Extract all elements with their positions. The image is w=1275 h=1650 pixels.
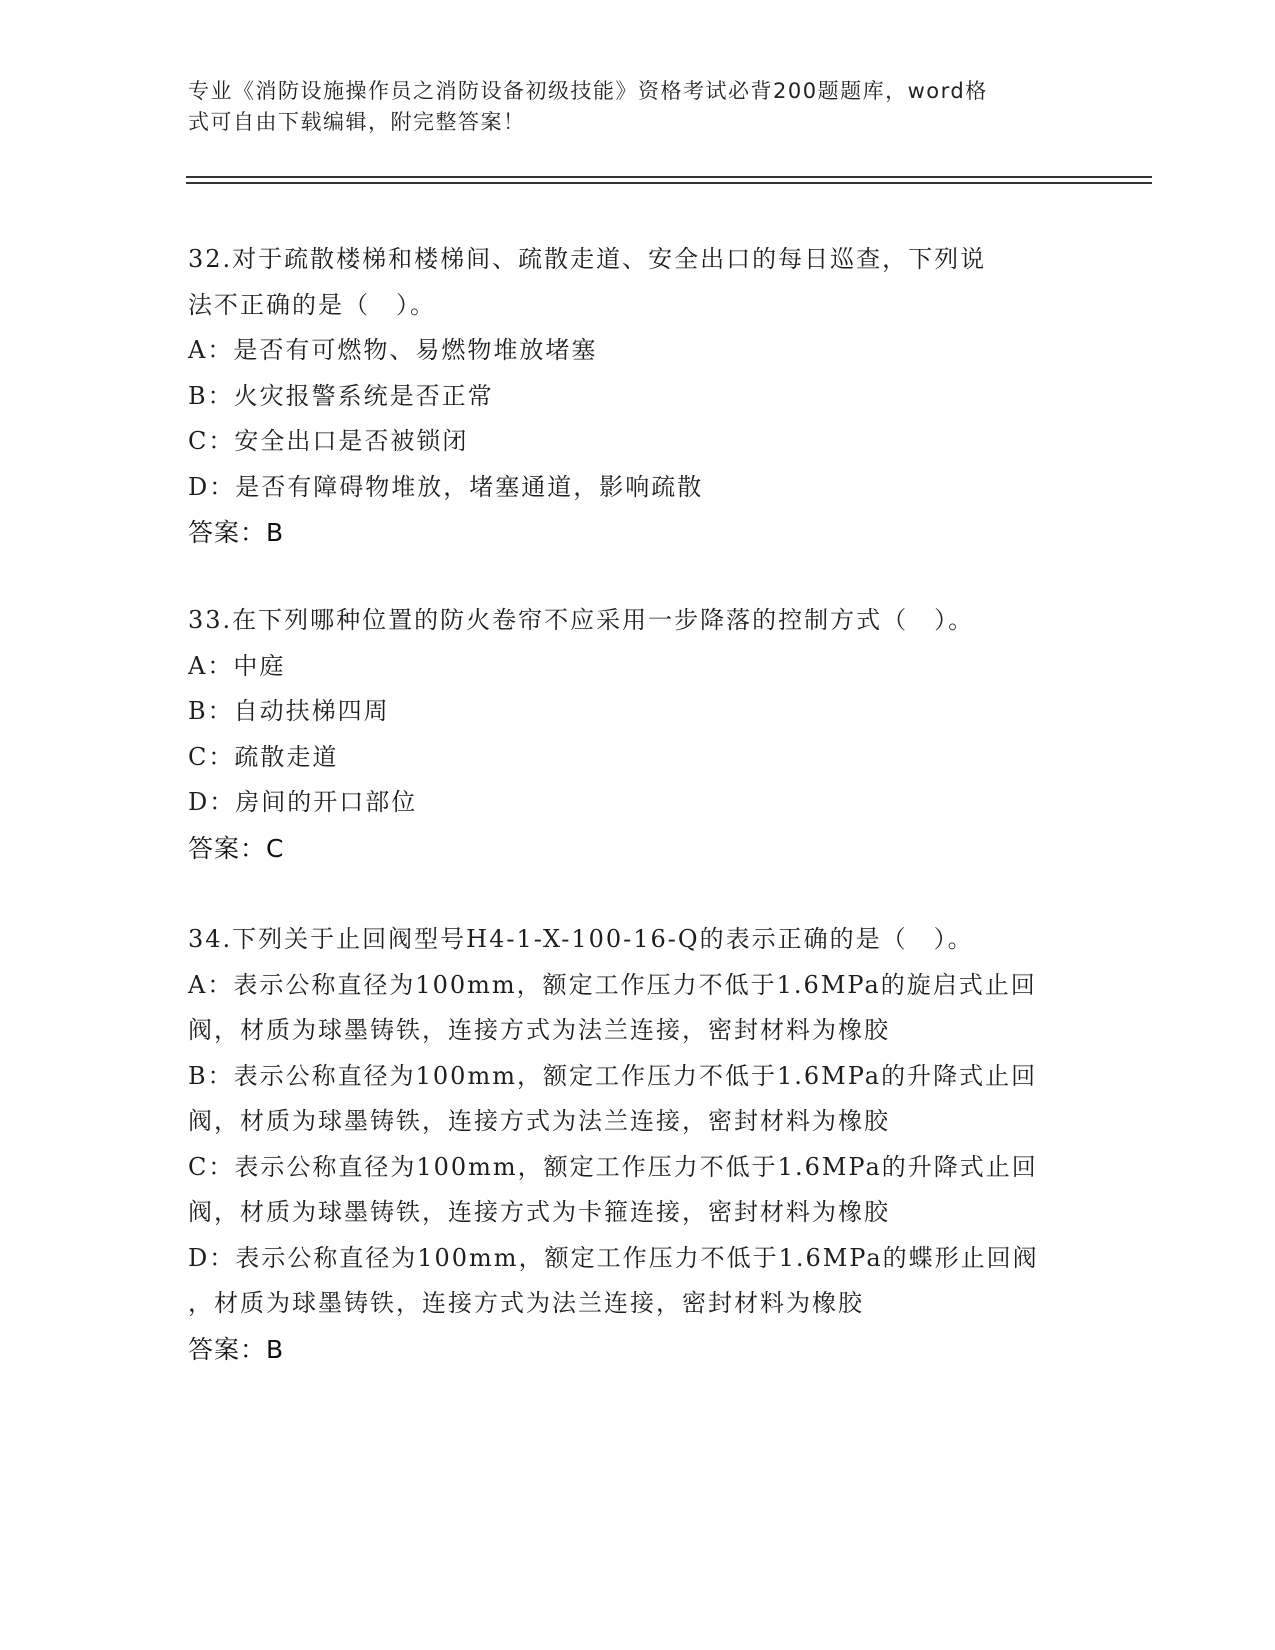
- option-b: B：自动扶梯四周: [188, 697, 390, 725]
- option-c-continued: 阀，材质为球墨铸铁，连接方式为卡箍连接，密封材料为橡胶: [188, 1198, 890, 1226]
- question-stem: 32.对于疏散楼梯和楼梯间、疏散走道、安全出口的每日巡查，下列说: [188, 245, 987, 273]
- header-divider: [186, 176, 1152, 178]
- option-c: C：疏散走道: [188, 742, 339, 771]
- option-a: A：表示公称直径为100mm，额定工作压力不低于1.6MPa的旋启式止回: [188, 970, 1037, 999]
- option-d: D：表示公称直径为100mm，额定工作压力不低于1.6MPa的蝶形止回阀: [188, 1243, 1039, 1272]
- option-c: C：表示公称直径为100mm，额定工作压力不低于1.6MPa的升降式止回: [188, 1152, 1038, 1181]
- document-header: [188, 76, 1068, 138]
- option-a: A：中庭: [188, 651, 286, 680]
- question-stem: 34.下列关于止回阀型号H4-1-X-100-16-Q的表示正确的是（ ）。: [188, 925, 974, 953]
- question-32: [188, 237, 1108, 556]
- answer: 答案：B: [188, 518, 285, 547]
- option-d: D：是否有障碍物堆放，堵塞通道，影响疏散: [188, 472, 704, 501]
- option-a-continued: 阀，材质为球墨铸铁，连接方式为法兰连接，密封材料为橡胶: [188, 1016, 890, 1044]
- option-b-continued: 阀，材质为球墨铸铁，连接方式为法兰连接，密封材料为橡胶: [188, 1107, 890, 1135]
- question-33: [188, 598, 1108, 871]
- question-stem: 法不正确的是（ ）。: [188, 290, 436, 319]
- option-b: B：表示公称直径为100mm，额定工作压力不低于1.6MPa的升降式止回: [188, 1061, 1038, 1090]
- option-d: D：房间的开口部位: [188, 788, 418, 816]
- option-c: C：安全出口是否被锁闭: [188, 427, 469, 455]
- question-stem: 33.在下列哪种位置的防火卷帘不应采用一步降落的控制方式（ ）。: [188, 606, 975, 634]
- answer: 答案：B: [188, 1334, 285, 1364]
- option-b: B：火灾报警系统是否正常: [188, 381, 494, 410]
- answer: 答案：C: [188, 833, 285, 863]
- question-34: [188, 917, 1108, 1372]
- header-line: 式可自由下载编辑，附完整答案！: [188, 110, 526, 134]
- header-line: 专业《消防设施操作员之消防设备初级技能》资格考试必背200题题库，word格: [188, 79, 988, 103]
- option-d-continued: ，材质为球墨铸铁，连接方式为法兰连接，密封材料为橡胶: [188, 1289, 864, 1317]
- option-a: A：是否有可燃物、易燃物堆放堵塞: [188, 336, 598, 364]
- header-divider: [186, 182, 1152, 184]
